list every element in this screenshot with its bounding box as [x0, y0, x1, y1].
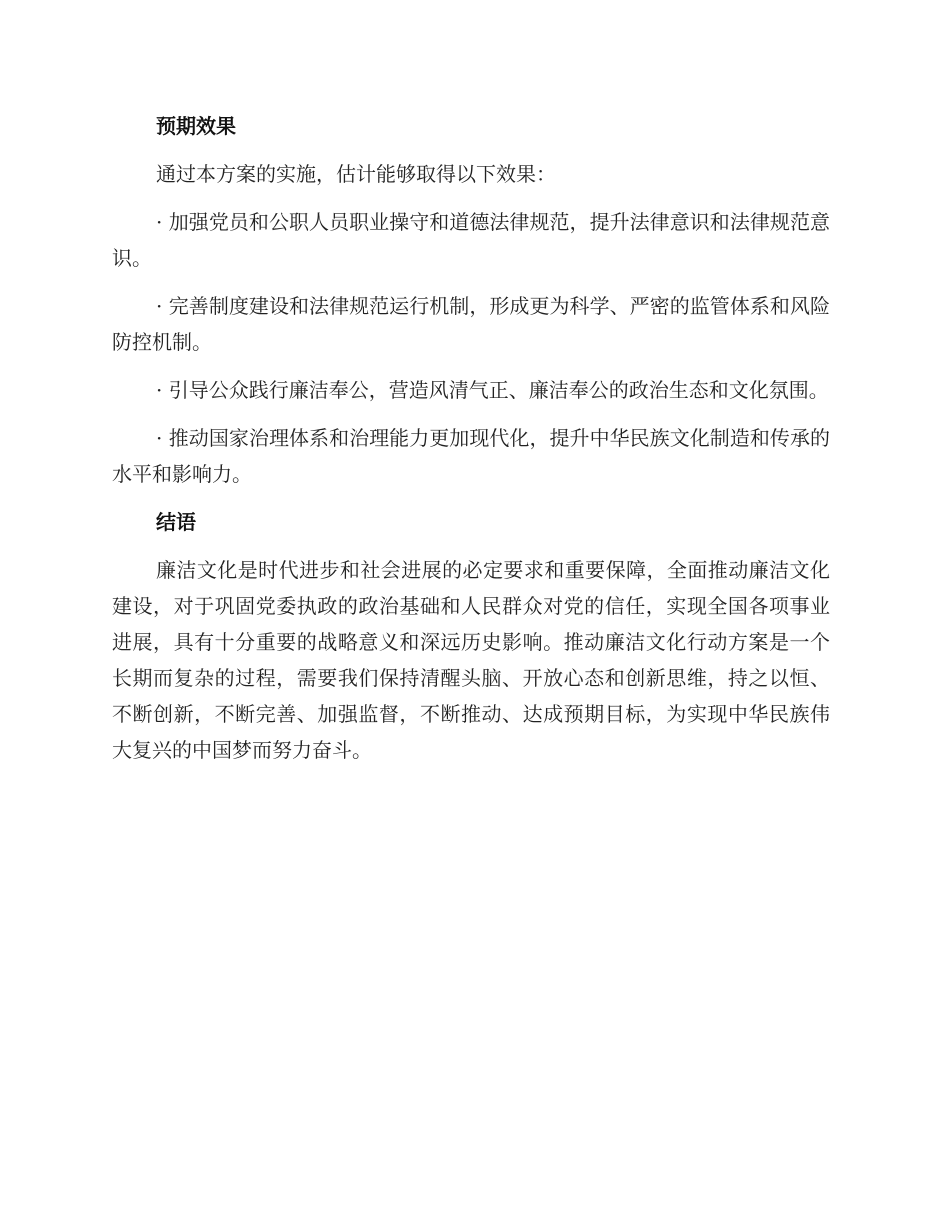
bullet-item-2: · 完善制度建设和法律规范运行机制，形成更为科学、严密的监管体系和风险防控机制。	[112, 294, 830, 354]
section-heading-expected-effects: 预期效果	[156, 114, 236, 138]
document-page	[112, 108, 830, 780]
section-heading-conclusion: 结语	[156, 510, 196, 534]
bullet-item-4: · 推动国家治理体系和治理能力更加现代化，提升中华民族文化制造和传承的水平和影响力。	[112, 426, 830, 486]
bullet-item-1: · 加强党员和公职人员职业操守和道德法律规范，提升法律意识和法律规范意识。	[112, 210, 830, 270]
bullet-item-3: · 引导公众践行廉洁奉公，营造风清气正、廉洁奉公的政治生态和文化氛围。	[156, 378, 829, 402]
intro-paragraph: 通过本方案的实施，估计能够取得以下效果：	[156, 162, 556, 186]
conclusion-paragraph: 廉洁文化是时代进步和社会进展的必定要求和重要保障，全面推动廉洁文化建设，对于巩固党委执政的政治基础和人民群众对党的信任，实现全国各项事业进展，具有十分重要的战略意义和深远历史影响。推动廉洁文化行动方案是一个长期而复杂的过程，需要我们保持清醒头脑、开放心态和创新思维，持之以恒、不断创新，不断完善、加强监督，不断推动、达成预期目标，为实现中华民族伟大复兴的中国梦而努力奋斗。	[112, 558, 830, 762]
